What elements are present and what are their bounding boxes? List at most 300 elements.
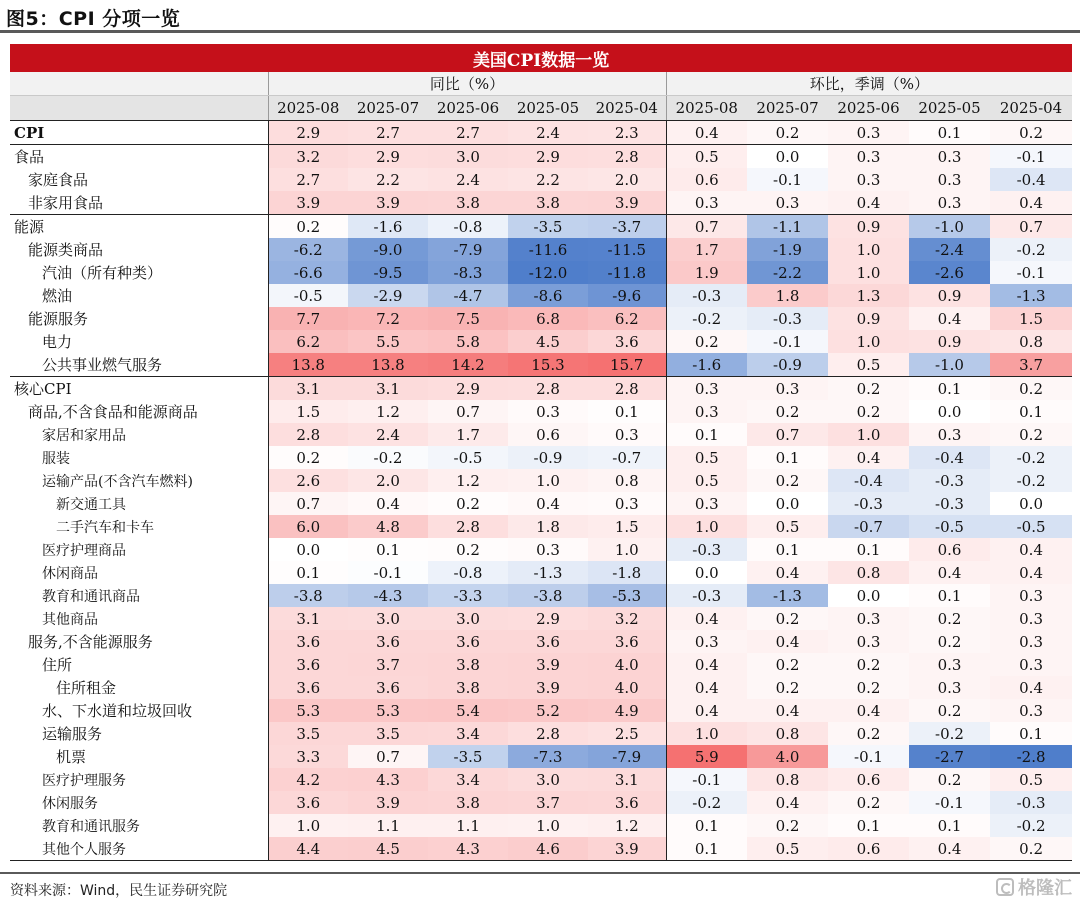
mom-cell: 0.2 <box>909 607 990 630</box>
row-label: 服务,不含能源服务 <box>28 633 153 651</box>
mom-cell: 0.2 <box>747 121 828 145</box>
row-label: CPI <box>10 121 268 145</box>
mom-cell: 0.0 <box>990 492 1072 515</box>
mom-cell: 0.2 <box>828 722 909 745</box>
mom-cell: -0.4 <box>990 168 1072 191</box>
yoy-cell: -0.5 <box>428 446 508 469</box>
bottom-rule <box>0 872 1080 874</box>
mom-cell: 0.9 <box>909 330 990 353</box>
mom-cell: 0.2 <box>990 121 1072 145</box>
row-label: 休闲服务 <box>42 795 98 812</box>
yoy-cell: 2.9 <box>508 607 588 630</box>
mom-cell: 0.5 <box>666 446 747 469</box>
yoy-cell: -0.9 <box>508 446 588 469</box>
table-row <box>10 630 1072 653</box>
date-header: 2025-04 <box>588 96 666 121</box>
yoy-cell: 6.2 <box>268 330 348 353</box>
mom-cell: -0.3 <box>747 307 828 330</box>
row-label: 食品 <box>10 145 268 169</box>
table-row <box>10 653 1072 676</box>
row-label: 核心CPI <box>10 377 268 401</box>
row-label: 运输产品(不含汽车燃料) <box>42 473 193 490</box>
mom-cell: -2.4 <box>909 238 990 261</box>
yoy-cell: 7.5 <box>428 307 508 330</box>
mom-cell: -0.3 <box>666 284 747 307</box>
mom-cell: 0.3 <box>909 423 990 446</box>
table-row <box>10 469 1072 492</box>
mom-cell: -1.3 <box>747 584 828 607</box>
mom-cell: 0.3 <box>909 191 990 215</box>
mom-cell: -0.3 <box>666 584 747 607</box>
date-header: 2025-07 <box>348 96 428 121</box>
yoy-cell: -9.6 <box>588 284 666 307</box>
yoy-cell: -3.7 <box>588 215 666 239</box>
row-label: 休闲商品 <box>42 565 98 582</box>
mom-cell: 1.0 <box>666 515 747 538</box>
mom-cell: 0.1 <box>909 814 990 837</box>
mom-cell: 0.4 <box>909 561 990 584</box>
table-row <box>10 423 1072 446</box>
yoy-cell: 3.8 <box>508 191 588 215</box>
yoy-cell: -12.0 <box>508 261 588 284</box>
mom-cell: 1.8 <box>747 284 828 307</box>
yoy-cell: 2.0 <box>348 469 428 492</box>
yoy-cell: 5.8 <box>428 330 508 353</box>
mom-cell: -0.1 <box>828 745 909 768</box>
yoy-cell: 4.5 <box>508 330 588 353</box>
mom-cell: 0.2 <box>990 423 1072 446</box>
mom-cell: -0.4 <box>909 446 990 469</box>
mom-cell: 0.5 <box>666 145 747 169</box>
row-label: 能源 <box>10 215 268 239</box>
table-row <box>10 191 1072 215</box>
table-row <box>10 768 1072 791</box>
mom-cell: 0.1 <box>909 377 990 401</box>
yoy-cell: 3.9 <box>588 191 666 215</box>
mom-cell: -0.1 <box>666 768 747 791</box>
yoy-cell: 0.4 <box>348 492 428 515</box>
table-row <box>10 353 1072 377</box>
table-row <box>10 745 1072 768</box>
mom-cell: 0.1 <box>747 538 828 561</box>
table-row <box>10 538 1072 561</box>
watermark <box>996 874 1072 900</box>
mom-cell: 0.4 <box>828 446 909 469</box>
table-row <box>10 699 1072 722</box>
yoy-cell: 5.3 <box>268 699 348 722</box>
blank-header <box>10 96 268 121</box>
mom-cell: 0.4 <box>666 676 747 699</box>
mom-cell: 1.0 <box>828 261 909 284</box>
mom-cell: 0.4 <box>666 653 747 676</box>
yoy-cell: 3.0 <box>508 768 588 791</box>
mom-cell: 0.3 <box>990 653 1072 676</box>
yoy-cell: 3.0 <box>428 145 508 169</box>
yoy-cell: 2.8 <box>428 515 508 538</box>
row-label: 水、下水道和垃圾回收 <box>42 702 193 720</box>
mom-cell: 5.9 <box>666 745 747 768</box>
mom-cell: 0.4 <box>747 699 828 722</box>
yoy-cell: 3.6 <box>428 630 508 653</box>
mom-cell: 0.2 <box>909 699 990 722</box>
yoy-cell: -2.9 <box>348 284 428 307</box>
date-header: 2025-05 <box>909 96 990 121</box>
mom-cell: 0.2 <box>990 377 1072 401</box>
mom-cell: -0.2 <box>666 791 747 814</box>
yoy-cell: 5.3 <box>348 699 428 722</box>
yoy-cell: 0.1 <box>268 561 348 584</box>
yoy-cell: 1.7 <box>428 423 508 446</box>
yoy-cell: 2.7 <box>268 168 348 191</box>
mom-cell: 0.4 <box>990 538 1072 561</box>
mom-cell: 0.3 <box>909 168 990 191</box>
yoy-cell: 1.2 <box>588 814 666 837</box>
yoy-cell: 4.2 <box>268 768 348 791</box>
yoy-cell: -3.8 <box>268 584 348 607</box>
yoy-cell: 15.7 <box>588 353 666 377</box>
mom-cell: 0.3 <box>666 191 747 215</box>
row-label: 电力 <box>42 333 73 351</box>
yoy-cell: -0.8 <box>428 215 508 239</box>
yoy-cell: 3.1 <box>268 377 348 401</box>
mom-cell: 0.2 <box>828 400 909 423</box>
date-header: 2025-08 <box>268 96 348 121</box>
mom-cell: -0.1 <box>909 791 990 814</box>
yoy-cell: 1.1 <box>428 814 508 837</box>
mom-cell: 1.3 <box>828 284 909 307</box>
mom-cell: -1.9 <box>747 238 828 261</box>
yoy-cell: 3.7 <box>508 791 588 814</box>
top-rule <box>0 30 1080 33</box>
mom-cell: 0.2 <box>747 607 828 630</box>
row-label: 公共事业燃气服务 <box>42 356 163 374</box>
yoy-cell: -11.8 <box>588 261 666 284</box>
mom-cell: -0.3 <box>990 791 1072 814</box>
yoy-cell: -6.6 <box>268 261 348 284</box>
yoy-cell: 3.1 <box>348 377 428 401</box>
yoy-cell: 2.7 <box>428 121 508 145</box>
yoy-cell: -11.5 <box>588 238 666 261</box>
yoy-cell: 0.6 <box>508 423 588 446</box>
mom-cell: 0.4 <box>747 630 828 653</box>
mom-cell: 0.3 <box>990 630 1072 653</box>
mom-cell: -0.3 <box>828 492 909 515</box>
yoy-cell: 7.2 <box>348 307 428 330</box>
mom-cell: -0.3 <box>909 492 990 515</box>
row-label: 二手汽车和卡车 <box>56 519 154 536</box>
mom-cell: -0.2 <box>990 446 1072 469</box>
row-label: 机票 <box>56 748 87 766</box>
mom-cell: -0.2 <box>990 238 1072 261</box>
mom-cell: 0.6 <box>828 837 909 861</box>
figure-title: 图5：CPI 分项一览 <box>6 8 181 30</box>
table-row <box>10 584 1072 607</box>
yoy-cell: 3.8 <box>428 676 508 699</box>
yoy-cell: 3.6 <box>268 653 348 676</box>
yoy-cell: 0.2 <box>428 492 508 515</box>
yoy-cell: 2.8 <box>508 377 588 401</box>
mom-cell: 0.8 <box>747 722 828 745</box>
row-label: 其他个人服务 <box>10 837 268 861</box>
yoy-cell: 3.9 <box>268 191 348 215</box>
mom-cell: 0.1 <box>909 584 990 607</box>
yoy-cell: 3.3 <box>268 745 348 768</box>
row-label: 教育和通讯服务 <box>42 818 140 835</box>
table-row <box>10 676 1072 699</box>
mom-cell: 0.1 <box>666 423 747 446</box>
row-label: 运输服务 <box>42 725 103 743</box>
date-header: 2025-04 <box>990 96 1072 121</box>
mom-cell: -0.1 <box>747 168 828 191</box>
mom-cell: 0.5 <box>747 515 828 538</box>
mom-cell: 0.2 <box>828 676 909 699</box>
mom-cell: 0.0 <box>747 145 828 169</box>
mom-cell: -0.1 <box>990 145 1072 169</box>
yoy-cell: 0.7 <box>268 492 348 515</box>
mom-cell: -0.2 <box>666 307 747 330</box>
yoy-group-header: 同比（%） <box>268 72 666 96</box>
row-label: 家居和家用品 <box>42 427 126 444</box>
mom-cell: 0.5 <box>666 469 747 492</box>
yoy-cell: 0.2 <box>428 538 508 561</box>
mom-cell: 0.3 <box>828 630 909 653</box>
yoy-cell: 0.2 <box>268 215 348 239</box>
mom-cell: 1.5 <box>990 307 1072 330</box>
yoy-cell: 3.6 <box>268 676 348 699</box>
mom-cell: 0.4 <box>747 561 828 584</box>
yoy-cell: -3.5 <box>428 745 508 768</box>
yoy-cell: 2.8 <box>588 377 666 401</box>
mom-cell: 0.1 <box>990 400 1072 423</box>
mom-cell: 0.9 <box>909 284 990 307</box>
mom-cell: -1.0 <box>909 215 990 239</box>
mom-cell: 0.3 <box>666 492 747 515</box>
mom-group-header: 环比，季调（%） <box>666 72 1072 96</box>
yoy-cell: 2.7 <box>348 121 428 145</box>
mom-cell: 0.6 <box>909 538 990 561</box>
mom-cell: 4.0 <box>747 745 828 768</box>
yoy-cell: 1.0 <box>268 814 348 837</box>
mom-cell: -0.2 <box>909 722 990 745</box>
yoy-cell: -0.8 <box>428 561 508 584</box>
mom-cell: -0.5 <box>990 515 1072 538</box>
yoy-cell: 3.0 <box>348 607 428 630</box>
yoy-cell: 2.9 <box>268 121 348 145</box>
mom-cell: -0.1 <box>747 330 828 353</box>
table-row <box>10 284 1072 307</box>
table-row <box>10 837 1072 861</box>
yoy-cell: 0.3 <box>508 400 588 423</box>
yoy-cell: 4.3 <box>428 837 508 861</box>
mom-cell: 0.3 <box>990 699 1072 722</box>
row-label: 医疗护理服务 <box>42 772 126 789</box>
yoy-cell: 2.3 <box>588 121 666 145</box>
mom-cell: -0.3 <box>666 538 747 561</box>
yoy-cell: 0.0 <box>268 538 348 561</box>
yoy-cell: 4.4 <box>268 837 348 861</box>
table-row <box>10 168 1072 191</box>
blank-header <box>10 72 268 96</box>
mom-cell: 0.9 <box>828 215 909 239</box>
yoy-cell: 3.9 <box>588 837 666 861</box>
yoy-cell: -7.3 <box>508 745 588 768</box>
yoy-cell: 3.9 <box>508 653 588 676</box>
yoy-cell: -0.1 <box>348 561 428 584</box>
table-row <box>10 492 1072 515</box>
mom-cell: 1.0 <box>828 423 909 446</box>
mom-cell: 1.0 <box>828 330 909 353</box>
yoy-cell: 1.0 <box>508 469 588 492</box>
table-body <box>10 121 1072 861</box>
yoy-cell: -3.3 <box>428 584 508 607</box>
mom-cell: 0.2 <box>828 653 909 676</box>
yoy-cell: 2.8 <box>508 722 588 745</box>
yoy-cell: 5.2 <box>508 699 588 722</box>
yoy-cell: 5.5 <box>348 330 428 353</box>
yoy-cell: 4.6 <box>508 837 588 861</box>
row-label: 教育和通讯商品 <box>42 588 140 605</box>
table-row <box>10 607 1072 630</box>
mom-cell: 0.4 <box>666 121 747 145</box>
mom-cell: 0.8 <box>828 561 909 584</box>
yoy-cell: 3.1 <box>268 607 348 630</box>
mom-cell: 0.4 <box>828 699 909 722</box>
mom-cell: 0.2 <box>828 377 909 401</box>
date-header: 2025-06 <box>428 96 508 121</box>
yoy-cell: 3.6 <box>268 791 348 814</box>
mom-cell: 0.4 <box>990 191 1072 215</box>
mom-cell: 0.8 <box>990 330 1072 353</box>
mom-cell: -0.5 <box>909 515 990 538</box>
mom-cell: 0.3 <box>666 400 747 423</box>
mom-cell: -1.3 <box>990 284 1072 307</box>
yoy-cell: 6.2 <box>588 307 666 330</box>
yoy-cell: 3.6 <box>348 630 428 653</box>
yoy-cell: -3.8 <box>508 584 588 607</box>
table-row <box>10 307 1072 330</box>
table-row <box>10 145 1072 169</box>
mom-cell: 1.9 <box>666 261 747 284</box>
table-title: 美国CPI数据一览 <box>10 44 1072 72</box>
mom-cell: 0.2 <box>990 837 1072 861</box>
yoy-cell: 3.9 <box>348 191 428 215</box>
date-header: 2025-05 <box>508 96 588 121</box>
mom-cell: 0.2 <box>747 469 828 492</box>
source-note: 资料来源：Wind，民生证券研究院 <box>10 883 228 899</box>
mom-cell: 0.4 <box>909 837 990 861</box>
mom-cell: 0.6 <box>828 768 909 791</box>
yoy-cell: 3.5 <box>348 722 428 745</box>
yoy-cell: 2.8 <box>588 145 666 169</box>
mom-cell: 0.0 <box>747 492 828 515</box>
mom-cell: 0.5 <box>828 353 909 377</box>
yoy-cell: 3.9 <box>508 676 588 699</box>
mom-cell: 0.0 <box>909 400 990 423</box>
mom-cell: -1.0 <box>909 353 990 377</box>
yoy-cell: 2.5 <box>588 722 666 745</box>
mom-cell: 0.1 <box>747 446 828 469</box>
yoy-cell: 3.6 <box>588 791 666 814</box>
mom-cell: 0.4 <box>990 676 1072 699</box>
yoy-cell: 3.4 <box>428 768 508 791</box>
yoy-cell: 7.7 <box>268 307 348 330</box>
mom-cell: -0.4 <box>828 469 909 492</box>
yoy-cell: 1.5 <box>268 400 348 423</box>
mom-cell: 0.2 <box>747 653 828 676</box>
mom-cell: -2.2 <box>747 261 828 284</box>
mom-cell: 0.2 <box>909 768 990 791</box>
mom-cell: -2.8 <box>990 745 1072 768</box>
yoy-cell: 3.7 <box>348 653 428 676</box>
mom-cell: 0.4 <box>666 607 747 630</box>
yoy-cell: -4.7 <box>428 284 508 307</box>
yoy-cell: 2.2 <box>508 168 588 191</box>
yoy-cell: 3.2 <box>588 607 666 630</box>
yoy-cell: 4.5 <box>348 837 428 861</box>
yoy-cell: 3.2 <box>268 145 348 169</box>
yoy-cell: 2.9 <box>428 377 508 401</box>
yoy-cell: 0.1 <box>348 538 428 561</box>
yoy-cell: 5.4 <box>428 699 508 722</box>
yoy-cell: 3.6 <box>348 676 428 699</box>
row-label: 住所租金 <box>56 679 117 697</box>
mom-cell: 1.0 <box>828 238 909 261</box>
mom-cell: -0.1 <box>990 261 1072 284</box>
date-header-row <box>10 96 1072 121</box>
yoy-cell: 13.8 <box>348 353 428 377</box>
mom-cell: -1.1 <box>747 215 828 239</box>
row-label: 燃油 <box>42 287 73 305</box>
yoy-cell: 1.0 <box>588 538 666 561</box>
yoy-cell: 2.4 <box>508 121 588 145</box>
yoy-cell: 4.9 <box>588 699 666 722</box>
yoy-cell: 3.4 <box>428 722 508 745</box>
mom-cell: -1.6 <box>666 353 747 377</box>
yoy-cell: -5.3 <box>588 584 666 607</box>
table-row <box>10 238 1072 261</box>
yoy-cell: -7.9 <box>428 238 508 261</box>
yoy-cell: -11.6 <box>508 238 588 261</box>
row-label: 新交通工具 <box>56 496 126 513</box>
table-row <box>10 446 1072 469</box>
mom-cell: 0.4 <box>747 791 828 814</box>
yoy-cell: -6.2 <box>268 238 348 261</box>
yoy-cell: 4.8 <box>348 515 428 538</box>
table-row <box>10 377 1072 401</box>
mom-cell: 0.3 <box>828 145 909 169</box>
mom-cell: 0.3 <box>666 377 747 401</box>
yoy-cell: 3.8 <box>428 653 508 676</box>
mom-cell: 0.1 <box>990 722 1072 745</box>
mom-cell: 0.2 <box>747 676 828 699</box>
mom-cell: -0.2 <box>990 814 1072 837</box>
row-label: 医疗护理商品 <box>42 542 126 559</box>
mom-cell: 0.3 <box>909 145 990 169</box>
mom-cell: 0.3 <box>990 607 1072 630</box>
mom-cell: 0.9 <box>828 307 909 330</box>
group-header-row <box>10 72 1072 96</box>
date-header: 2025-08 <box>666 96 747 121</box>
mom-cell: 0.1 <box>666 837 747 861</box>
yoy-cell: 0.3 <box>588 492 666 515</box>
yoy-cell: 1.2 <box>348 400 428 423</box>
mom-cell: -2.7 <box>909 745 990 768</box>
yoy-cell: 0.7 <box>348 745 428 768</box>
yoy-cell: 3.8 <box>428 191 508 215</box>
mom-cell: 0.4 <box>828 191 909 215</box>
mom-cell: 0.2 <box>666 330 747 353</box>
mom-cell: 0.1 <box>666 814 747 837</box>
